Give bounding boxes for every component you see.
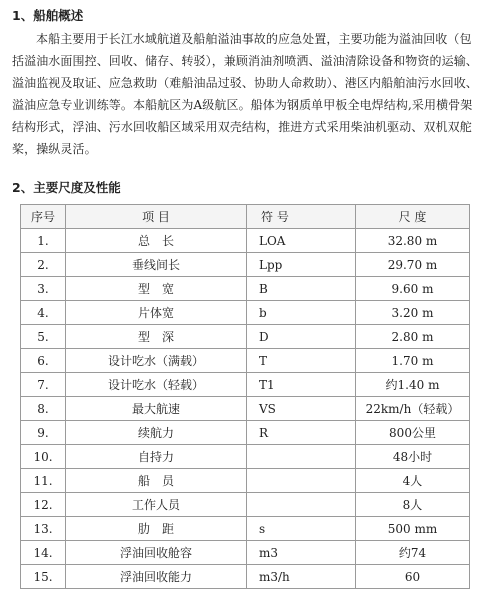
row-symbol: B — [247, 277, 356, 301]
row-size: 48小时 — [356, 445, 470, 469]
row-symbol: D — [247, 325, 356, 349]
row-number: 13. — [21, 517, 66, 541]
row-size: 8人 — [356, 493, 470, 517]
row-symbol: s — [247, 517, 356, 541]
table-row — [21, 469, 470, 493]
row-item: 浮油回收舱容 — [66, 541, 247, 565]
row-symbol: m3/h — [247, 565, 356, 589]
row-number: 14. — [21, 541, 66, 565]
row-symbol: T1 — [247, 373, 356, 397]
row-size: 60 — [356, 565, 470, 589]
table-row — [21, 541, 470, 565]
header-symbol: 符 号 — [247, 205, 356, 229]
row-item: 设计吃水（满载） — [66, 349, 247, 373]
row-size: 4人 — [356, 469, 470, 493]
row-item: 续航力 — [66, 421, 247, 445]
row-number: 7. — [21, 373, 66, 397]
table-row — [21, 565, 470, 589]
header-size: 尺 度 — [356, 205, 470, 229]
header-item: 项 目 — [66, 205, 247, 229]
row-symbol: Lpp — [247, 253, 356, 277]
row-symbol — [247, 493, 356, 517]
row-size: 约74 — [356, 541, 470, 565]
table-row — [21, 493, 470, 517]
row-number: 2. — [21, 253, 66, 277]
row-number: 10. — [21, 445, 66, 469]
row-item: 船 员 — [66, 469, 247, 493]
row-item: 设计吃水（轻载） — [66, 373, 247, 397]
row-number: 12. — [21, 493, 66, 517]
row-number: 1. — [21, 229, 66, 253]
row-symbol: VS — [247, 397, 356, 421]
row-number: 5. — [21, 325, 66, 349]
row-size: 22km/h（轻载） — [356, 397, 470, 421]
row-number: 8. — [21, 397, 66, 421]
section-title-overview: 1、船舶概述 — [12, 8, 84, 23]
table-row — [21, 301, 470, 325]
table-row — [21, 229, 470, 253]
row-number: 15. — [21, 565, 66, 589]
section-title-dimensions: 2、主要尺度及性能 — [12, 180, 121, 195]
row-symbol — [247, 469, 356, 493]
table-row — [21, 421, 470, 445]
row-number: 9. — [21, 421, 66, 445]
row-size: 32.80 m — [356, 229, 470, 253]
table-row — [21, 397, 470, 421]
row-item: 片体宽 — [66, 301, 247, 325]
row-size: 29.70 m — [356, 253, 470, 277]
row-item: 最大航速 — [66, 397, 247, 421]
row-number: 6. — [21, 349, 66, 373]
row-item: 垂线间长 — [66, 253, 247, 277]
row-number: 3. — [21, 277, 66, 301]
row-size: 9.60 m — [356, 277, 470, 301]
row-item: 总 长 — [66, 229, 247, 253]
row-symbol: T — [247, 349, 356, 373]
table-row — [21, 373, 470, 397]
header-no: 序号 — [21, 205, 66, 229]
row-size: 2.80 m — [356, 325, 470, 349]
table-row — [21, 277, 470, 301]
table-header-row — [21, 205, 470, 229]
table-body — [21, 229, 470, 589]
row-size: 1.70 m — [356, 349, 470, 373]
table-row — [21, 349, 470, 373]
table-row — [21, 517, 470, 541]
row-size: 500 mm — [356, 517, 470, 541]
row-symbol: LOA — [247, 229, 356, 253]
dimensions-table — [20, 204, 470, 589]
row-item: 型 深 — [66, 325, 247, 349]
row-item: 肋 距 — [66, 517, 247, 541]
overview-paragraph: 本船主要用于长江水域航道及船舶溢油事故的应急处置，主要功能为溢油回收（包括溢油水面围控、回收、储存、转驳），兼顾消油剂喷洒、溢油清除设备和物资的运输、溢油监视及取证、应急救助（难船油品过驳、协助人命救助）、港区内船舶油污水回收、溢油应急专业训练等。本船航区为A级航区。船体为钢质单甲板全电焊结构,采用横骨架结构形式，浮油、污水回收船区域采用双壳结构，推进方式采用柴油机驱动、双机双舵桨，操纵灵活。 — [12, 32, 478, 156]
row-symbol: R — [247, 421, 356, 445]
table-row — [21, 325, 470, 349]
row-symbol: m3 — [247, 541, 356, 565]
row-symbol: b — [247, 301, 356, 325]
row-size: 800公里 — [356, 421, 470, 445]
row-item: 浮油回收能力 — [66, 565, 247, 589]
row-item: 型 宽 — [66, 277, 247, 301]
row-item: 工作人员 — [66, 493, 247, 517]
row-size: 约1.40 m — [356, 373, 470, 397]
row-item: 自持力 — [66, 445, 247, 469]
table-row — [21, 253, 470, 277]
row-symbol — [247, 445, 356, 469]
table-row — [21, 445, 470, 469]
row-size: 3.20 m — [356, 301, 470, 325]
row-number: 11. — [21, 469, 66, 493]
row-number: 4. — [21, 301, 66, 325]
